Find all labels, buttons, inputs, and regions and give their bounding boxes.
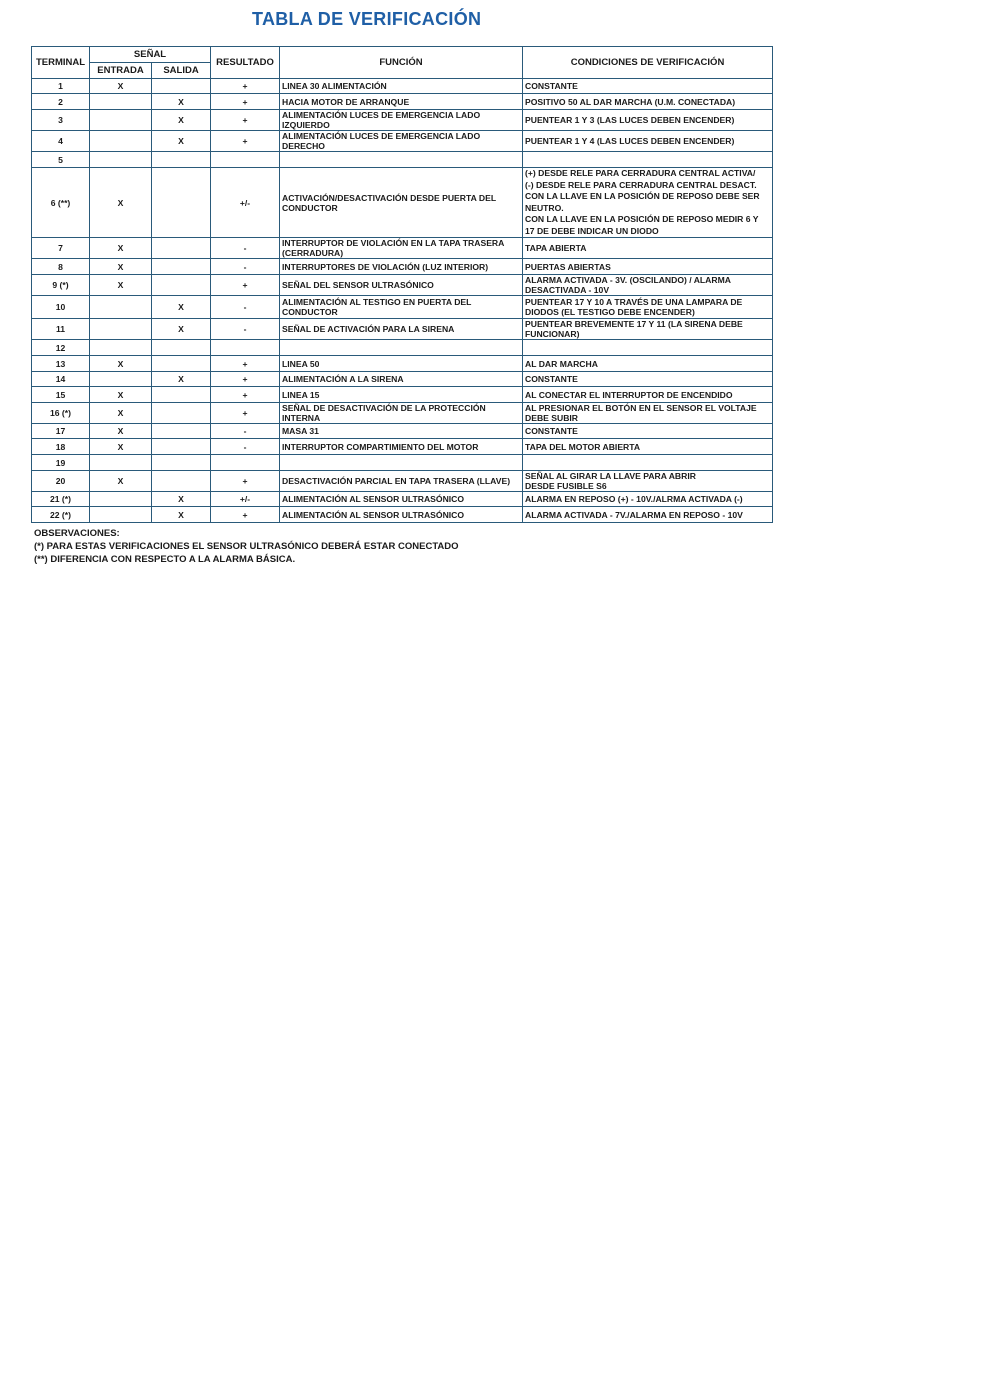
cell-entrada: X <box>90 275 152 296</box>
table-row <box>32 424 773 439</box>
cell-terminal: 1 <box>32 79 90 94</box>
table-row <box>32 238 773 259</box>
cell-salida <box>152 387 211 403</box>
header-senal: SEÑAL <box>90 47 211 63</box>
condition-line: DESDE FUSIBLE S6 <box>525 481 607 491</box>
cell-salida: X <box>152 110 211 131</box>
condition-line: CON LA LLAVE EN LA POSICIÓN DE REPOSO DEBE SER NEUTRO. <box>525 191 760 213</box>
cell-entrada <box>90 492 152 507</box>
cell-resultado: + <box>211 131 280 152</box>
table-row <box>32 296 773 319</box>
observations-heading: OBSERVACIONES: <box>34 528 120 539</box>
table-row <box>32 152 773 168</box>
cell-salida: X <box>152 319 211 340</box>
cell-condiciones: AL PRESIONAR EL BOTÓN EN EL SENSOR EL VOLTAJE DEBE SUBIR <box>523 403 773 424</box>
header-salida: SALIDA <box>152 63 211 79</box>
cell-terminal: 18 <box>32 439 90 455</box>
cell-funcion: LINEA 50 <box>280 356 523 372</box>
cell-condiciones: TAPA DEL MOTOR ABIERTA <box>523 439 773 455</box>
cell-terminal: 5 <box>32 152 90 168</box>
cell-resultado: - <box>211 238 280 259</box>
condition-line: (+) DESDE RELE PARA CERRADURA CENTRAL ACTIVA/ <box>525 168 756 178</box>
cell-salida: X <box>152 507 211 523</box>
cell-entrada: X <box>90 356 152 372</box>
cell-entrada: X <box>90 471 152 492</box>
cell-entrada <box>90 340 152 356</box>
cell-entrada <box>90 110 152 131</box>
cell-resultado: + <box>211 110 280 131</box>
cell-resultado: + <box>211 372 280 387</box>
header-terminal: TERMINAL <box>32 47 90 79</box>
cell-resultado: - <box>211 424 280 439</box>
cell-condiciones: ALARMA ACTIVADA - 7V./ALARMA EN REPOSO - 10V <box>523 507 773 523</box>
cell-condiciones <box>523 340 773 356</box>
cell-terminal: 3 <box>32 110 90 131</box>
cell-terminal: 17 <box>32 424 90 439</box>
cell-funcion: DESACTIVACIÓN PARCIAL EN TAPA TRASERA (LLAVE) <box>280 471 523 492</box>
cell-funcion: INTERRUPTOR DE VIOLACIÓN EN LA TAPA TRASERA (CERRADURA) <box>280 238 523 259</box>
cell-salida <box>152 168 211 238</box>
cell-condiciones: ALARMA ACTIVADA - 3V. (OSCILANDO) / ALARMA DESACTIVADA - 10V <box>523 275 773 296</box>
table-row <box>32 340 773 356</box>
cell-terminal: 21 (*) <box>32 492 90 507</box>
cell-terminal: 20 <box>32 471 90 492</box>
cell-resultado: + <box>211 507 280 523</box>
cell-resultado: - <box>211 319 280 340</box>
cell-terminal: 22 (*) <box>32 507 90 523</box>
cell-resultado: + <box>211 356 280 372</box>
cell-funcion: ACTIVACIÓN/DESACTIVACIÓN DESDE PUERTA DEL CONDUCTOR <box>280 168 523 238</box>
table-row <box>32 356 773 372</box>
cell-entrada <box>90 319 152 340</box>
cell-terminal: 16 (*) <box>32 403 90 424</box>
cell-funcion: ALIMENTACIÓN AL SENSOR ULTRASÓNICO <box>280 507 523 523</box>
cell-funcion: ALIMENTACIÓN A LA SIRENA <box>280 372 523 387</box>
table-row <box>32 492 773 507</box>
cell-funcion: MASA 31 <box>280 424 523 439</box>
cell-terminal: 2 <box>32 94 90 110</box>
cell-entrada <box>90 296 152 319</box>
cell-resultado: - <box>211 439 280 455</box>
cell-resultado: + <box>211 275 280 296</box>
cell-funcion: SEÑAL DE DESACTIVACIÓN DE LA PROTECCIÓN INTERNA <box>280 403 523 424</box>
cell-condiciones <box>523 152 773 168</box>
cell-condiciones: CONSTANTE <box>523 372 773 387</box>
cell-condiciones: AL DAR MARCHA <box>523 356 773 372</box>
observation-line: (*) PARA ESTAS VERIFICACIONES EL SENSOR ULTRASÓNICO DEBERÁ ESTAR CONECTADO <box>34 541 459 552</box>
cell-funcion: ALIMENTACIÓN AL SENSOR ULTRASÓNICO <box>280 492 523 507</box>
cell-salida <box>152 356 211 372</box>
cell-condiciones: AL CONECTAR EL INTERRUPTOR DE ENCENDIDO <box>523 387 773 403</box>
cell-funcion <box>280 455 523 471</box>
cell-entrada: X <box>90 259 152 275</box>
cell-resultado: - <box>211 259 280 275</box>
table-row <box>32 168 773 238</box>
cell-resultado: - <box>211 296 280 319</box>
condition-line: SEÑAL AL GIRAR LA LLAVE PARA ABRIR <box>525 471 696 481</box>
cell-terminal: 7 <box>32 238 90 259</box>
cell-terminal: 8 <box>32 259 90 275</box>
cell-terminal: 12 <box>32 340 90 356</box>
cell-terminal: 11 <box>32 319 90 340</box>
cell-condiciones: PUENTEAR BREVEMENTE 17 Y 11 (LA SIRENA DEBE FUNCIONAR) <box>523 319 773 340</box>
cell-condiciones: PUENTEAR 1 Y 4 (LAS LUCES DEBEN ENCENDER) <box>523 131 773 152</box>
cell-resultado: +/- <box>211 492 280 507</box>
cell-condiciones: PUENTEAR 1 Y 3 (LAS LUCES DEBEN ENCENDER) <box>523 110 773 131</box>
cell-salida: X <box>152 296 211 319</box>
cell-condiciones: CONSTANTE <box>523 424 773 439</box>
cell-terminal: 6 (**) <box>32 168 90 238</box>
header-resultado: RESULTADO <box>211 47 280 79</box>
page-title: TABLA DE VERIFICACIÓN <box>252 9 482 29</box>
cell-salida <box>152 238 211 259</box>
table-row <box>32 387 773 403</box>
table-row <box>32 319 773 340</box>
table-row <box>32 131 773 152</box>
cell-salida <box>152 152 211 168</box>
cell-salida <box>152 259 211 275</box>
cell-entrada: X <box>90 238 152 259</box>
cell-entrada <box>90 131 152 152</box>
cell-condiciones: CONSTANTE <box>523 79 773 94</box>
cell-salida: X <box>152 94 211 110</box>
cell-entrada: X <box>90 424 152 439</box>
header-entrada: ENTRADA <box>90 63 152 79</box>
cell-terminal: 14 <box>32 372 90 387</box>
cell-condiciones <box>523 455 773 471</box>
cell-salida: X <box>152 492 211 507</box>
table-row <box>32 471 773 492</box>
cell-salida <box>152 424 211 439</box>
table-row <box>32 259 773 275</box>
cell-salida <box>152 340 211 356</box>
cell-salida <box>152 79 211 94</box>
cell-entrada: X <box>90 79 152 94</box>
table-row <box>32 110 773 131</box>
cell-resultado <box>211 455 280 471</box>
cell-salida <box>152 471 211 492</box>
cell-entrada <box>90 152 152 168</box>
table-row <box>32 507 773 523</box>
cell-salida: X <box>152 131 211 152</box>
cell-terminal: 15 <box>32 387 90 403</box>
cell-funcion: ALIMENTACIÓN AL TESTIGO EN PUERTA DEL CONDUCTOR <box>280 296 523 319</box>
cell-funcion <box>280 340 523 356</box>
header-funcion: FUNCIÓN <box>280 47 523 79</box>
table-row <box>32 439 773 455</box>
cell-condiciones <box>523 471 773 492</box>
cell-condiciones: ALARMA EN REPOSO (+) - 10V./ALRMA ACTIVADA (-) <box>523 492 773 507</box>
cell-entrada <box>90 507 152 523</box>
cell-funcion: HACIA MOTOR DE ARRANQUE <box>280 94 523 110</box>
cell-entrada: X <box>90 439 152 455</box>
cell-condiciones <box>523 168 773 238</box>
cell-funcion <box>280 152 523 168</box>
cell-entrada: X <box>90 387 152 403</box>
cell-funcion: ALIMENTACIÓN LUCES DE EMERGENCIA LADO DERECHO <box>280 131 523 152</box>
cell-resultado: + <box>211 471 280 492</box>
table-row <box>32 455 773 471</box>
cell-salida: X <box>152 372 211 387</box>
cell-entrada: X <box>90 168 152 238</box>
cell-salida <box>152 403 211 424</box>
cell-condiciones: PUERTAS ABIERTAS <box>523 259 773 275</box>
cell-terminal: 9 (*) <box>32 275 90 296</box>
header-condiciones: CONDICIONES DE VERIFICACIÓN <box>523 47 773 79</box>
cell-funcion: ALIMENTACIÓN LUCES DE EMERGENCIA LADO IZQUIERDO <box>280 110 523 131</box>
cell-funcion: SEÑAL DE ACTIVACIÓN PARA LA SIRENA <box>280 319 523 340</box>
cell-resultado: + <box>211 94 280 110</box>
cell-funcion: SEÑAL DEL SENSOR ULTRASÓNICO <box>280 275 523 296</box>
table-row <box>32 79 773 94</box>
cell-terminal: 4 <box>32 131 90 152</box>
cell-resultado: + <box>211 387 280 403</box>
cell-salida <box>152 275 211 296</box>
cell-salida <box>152 455 211 471</box>
cell-resultado <box>211 152 280 168</box>
cell-resultado: + <box>211 79 280 94</box>
cell-entrada <box>90 372 152 387</box>
cell-funcion: LINEA 30 ALIMENTACIÓN <box>280 79 523 94</box>
cell-terminal: 19 <box>32 455 90 471</box>
cell-resultado: + <box>211 403 280 424</box>
cell-entrada: X <box>90 403 152 424</box>
table-row <box>32 275 773 296</box>
cell-terminal: 10 <box>32 296 90 319</box>
condition-line: (-) DESDE RELE PARA CERRADURA CENTRAL DESACT. <box>525 179 757 190</box>
table-body <box>32 79 773 523</box>
cell-condiciones: POSITIVO 50 AL DAR MARCHA (U.M. CONECTADA) <box>523 94 773 110</box>
cell-terminal: 13 <box>32 356 90 372</box>
table-row <box>32 94 773 110</box>
cell-funcion: INTERRUPTOR COMPARTIMIENTO DEL MOTOR <box>280 439 523 455</box>
condition-line: CON LA LLAVE EN LA POSICIÓN DE REPOSO MEDIR 6 Y 17 DE DEBE INDICAR UN DIODO <box>525 214 759 236</box>
cell-resultado: +/- <box>211 168 280 238</box>
table-row <box>32 372 773 387</box>
cell-salida <box>152 439 211 455</box>
cell-entrada <box>90 94 152 110</box>
verification-table <box>31 46 773 523</box>
observations <box>34 527 459 566</box>
cell-resultado <box>211 340 280 356</box>
table-row <box>32 403 773 424</box>
cell-entrada <box>90 455 152 471</box>
cell-condiciones: PUENTEAR 17 Y 10 A TRAVÉS DE UNA LAMPARA DE DIODOS (EL TESTIGO DEBE ENCENDER) <box>523 296 773 319</box>
observation-line: (**) DIFERENCIA CON RESPECTO A LA ALARMA BÁSICA. <box>34 554 296 565</box>
cell-funcion: LINEA 15 <box>280 387 523 403</box>
cell-condiciones: TAPA ABIERTA <box>523 238 773 259</box>
cell-funcion: INTERRUPTORES DE VIOLACIÓN (LUZ INTERIOR) <box>280 259 523 275</box>
